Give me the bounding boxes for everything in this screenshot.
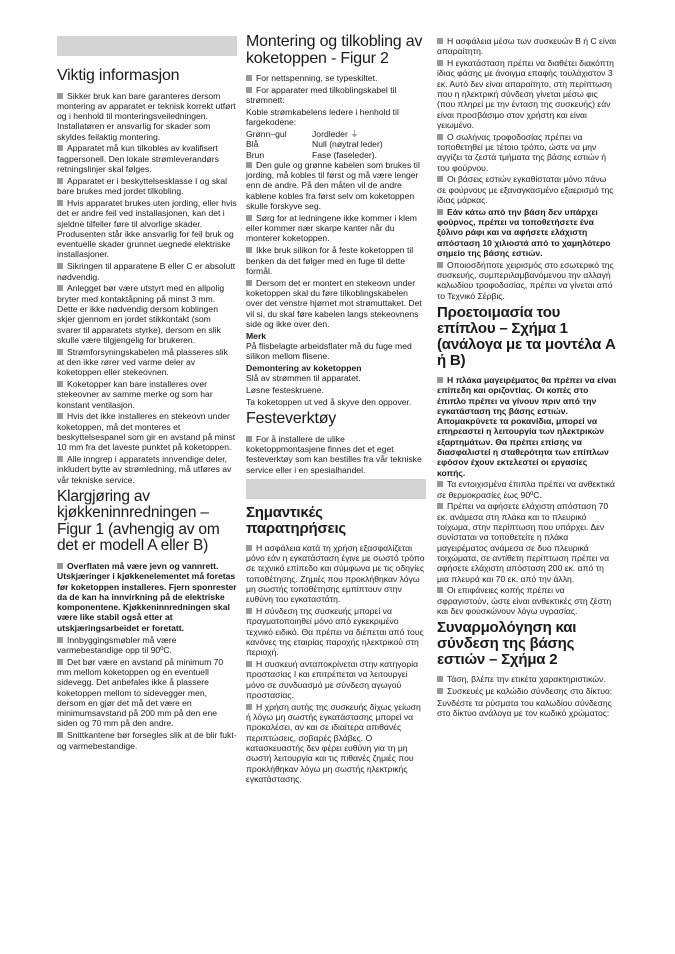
- paragraph: På flisbelagte arbeidsflater må du fuge med silikon mellom flisene.: [246, 340, 412, 362]
- bullet-square-icon: [57, 263, 63, 269]
- paragraph-bold: Η πλάκα μαγειρέματος θα πρέπει να είναι επίπεδη και οριζοντίας. Οι κοπές στο έπιπλο πρέπει να γίνουν πριν από την εγκατάσταση της βάσης εστιών. Απομακρύνετε τα ροκανίδια, μπορεί να επηρεαστεί η λειτουργία των ηλεκτρικών εξαρτημάτων. Θα πρέπει επίσης να διασφαλιστεί η σταθερότητα των επίπλων εφόσον έχουν εκτελεστεί οι εργασίες κοπής.: [437, 374, 617, 478]
- bullet-square-icon: [246, 704, 252, 710]
- bullet-square-icon: [437, 60, 443, 66]
- bullet-square-icon: [57, 659, 63, 665]
- bullet-square-icon: [437, 503, 443, 509]
- bullet-square-icon: [246, 87, 252, 93]
- paragraph: Τα εντοιχισμένα έπιπλα πρέπει να ανθεκτικά σε θερμοκρασίες έως 90ºC.: [437, 479, 616, 500]
- paragraph: Slå av strømmen til apparatet.: [246, 373, 361, 384]
- paragraph: For nettspenning, se typeskiltet.: [246, 73, 426, 83]
- color-code-table: [246, 129, 426, 160]
- bullet-square-icon: [437, 587, 443, 593]
- paragraph: Οποιοσδήποτε χειρισμός στο εσωτερικό της συσκευής, συμπεριλαμβανόμενου την αλλαγή καλωδίου τροφοδοσίας, πρέπει να γίνεται από το Τεχνικό Σέρβις.: [437, 259, 614, 301]
- paragraph: Η σύνδεση της συσκευής μπορεί να πραγματοποιηθεί μόνο από εγκεκριμένο τεχνικό ειδικό. Θα πρέπει να διέπεται από τους κανόνες της εταιρίας παροχής ηλεκτρικού στη περιοχή.: [246, 606, 424, 658]
- paragraph: Η εγκατάσταση πρέπει να διαθέτει διακόπτη ίδιας φάσης με άνοιγμα επαφής τουλάχιστον 3 εκ. Αυτό δεν είναι απαραίτητο, στη περίπτωση που η ηλεκτρική σύνδεση γίνεται μέσω φις (που πληρεί με την ένταση της συσκευής) εάν είναι προσβάσιμο στον χρήστη και είναι γειωμένο.: [437, 58, 614, 130]
- bullet-square-icon: [437, 262, 443, 268]
- bullet-square-icon: [246, 247, 252, 253]
- column-1: [57, 36, 237, 752]
- paragraph: Koketopper kan bare installeres over stekeovner av samme merke og som har konstant ventilasjon.: [57, 379, 213, 410]
- paragraph: Συνδέστε τα ρύσματα του καλωδίου σύνδεσης στο δίκτυο ανάλογα με τον κωδικό χρώματος:: [437, 697, 612, 719]
- heading-viktig-informasjon: Viktig informasjon: [57, 67, 180, 84]
- bullet-square-icon: [57, 200, 63, 206]
- paragraph: Apparatet må kun tilkobles av kvalifisert fagpersonell. Den lokale strømleverandørs retningslinjer skal følges.: [57, 143, 219, 175]
- bullet-square-icon: [437, 377, 443, 383]
- paragraph: Sørg for at ledningene ikke kommer i klem eller kommer nær skarpe kanter når du monterer koketoppen.: [246, 212, 417, 244]
- bullet-square-icon: [437, 38, 443, 44]
- paragraph: Dersom det er montert en stekeovn under koketoppen skal du føre tilkoblingskabelen over det venstre hjørnet mot strømuttaket. Det vil si, du skal føre kabelen langs stekeovnens side og ikke over den.: [246, 277, 422, 329]
- label-demontering: Demontering av koketoppen: [246, 363, 362, 374]
- paragraph: Snittkantene bør forsegles slik at de blir fukt- og varmebestandige.: [57, 730, 237, 751]
- bullet-square-icon: [437, 134, 443, 140]
- wire-function: Fase (faseleder).: [312, 149, 377, 160]
- paragraph: Ikke bruk silikon for å feste koketoppen til benken da det følger med en fuge til dette formål.: [246, 245, 414, 276]
- wire-color: Grønn–gul: [246, 128, 287, 139]
- heading-montering: Montering og tilkobling av koketoppen - Figur 2: [246, 33, 423, 67]
- bullet-square-icon: [57, 381, 63, 387]
- paragraph: Løsne festeskruene.: [246, 385, 324, 396]
- bullet-square-icon: [246, 661, 252, 667]
- column-3: [437, 36, 617, 720]
- bullet-square-icon: [437, 688, 443, 694]
- wire-color: Blå: [246, 139, 259, 150]
- bullet-square-icon: [246, 608, 252, 614]
- bullet-square-icon: [246, 75, 252, 81]
- paragraph: Οι επιφάνειες κοπής πρέπει να σφραγιστούν, ώστε είναι ανθεκτικές στη ζέστη και δεν φουσκώνουν λόγω υγρασίας.: [437, 585, 612, 616]
- paragraph: Hvis det ikke installeres en stekeovn under koketoppen, må det monteres et beskyttelsespanel som gir en avstand på minst 10 mm fra det laveste punktet på koketoppen.: [57, 411, 236, 453]
- bullet-square-icon: [57, 413, 63, 419]
- bullet-square-icon: [246, 436, 252, 442]
- wire-color: Brun: [246, 149, 265, 160]
- paragraph: Sikringen til apparatene B eller C er absolutt nødvendig.: [57, 261, 236, 282]
- bullet-square-icon: [437, 676, 443, 682]
- bullet-square-icon: [437, 209, 443, 215]
- bullet-square-icon: [246, 215, 252, 221]
- heading-klargjoring: Klargjøring av kjøkkeninnredningen – Figur 1 (avhengig av om det er modell A eller B): [57, 487, 220, 555]
- paragraph: Η ασφάλεια κατά τη χρήση εξασφαλίζεται μόνο εάν η εγκατάσταση έγινε με σωστό τρόπο σε τεχνικό επίπεδο και σύμφωνα με τις οδηγίες τοποθέτησης. Ζημιές που προκλήθηκαν λόγω μη σωστής τοποθέτησης εμπίπτουν στην ευθύνη του εγκαταστάτη.: [246, 542, 425, 605]
- paragraph: Koble strømkabelens ledere i henhold til fargekodene:: [246, 106, 399, 128]
- paragraph: Πρέπει να αφήσετε ελάχιστη απόσταση 70 εκ. ανάμεσα στη πλάκα και το πλευρικό τοίχωμα, στην περίπτωση που υπάρχει. Δεν συνίσταται να τοποθετείτε η πλάκα μαγειρέματος ανάμεσα σε δυο πλευρικά τοιχώματα, σε αντίθετη περίπτωση πρέπει να αφήσετε ελάχιστη απόσταση 200 εκ. από τη μια πλευρά και 70 εκ. από την άλλη.: [437, 501, 610, 584]
- paragraph: For apparater med tilkoblingskabel til strømnett:: [246, 84, 397, 106]
- paragraph: Τάση, βλέπε την ετικέτα χαρακτηριστικών.: [437, 674, 617, 684]
- bullet-square-icon: [57, 285, 63, 291]
- paragraph: Η ασφάλεια μέσω των συσκευών B ή C είναι απαραίτητη.: [437, 36, 616, 57]
- paragraph: Η συσκευή ανταποκρίνεται στην κατηγορία προστασίας I και επιτρέπεται να λειτουργεί μόνο σε συνδυασμό με σύνδεση αγωγού προστασίας.: [246, 659, 419, 701]
- bullet-square-icon: [246, 280, 252, 286]
- paragraph: Den gule og grønne kabelen som brukes til jording, må kobles til først og må være lenger enn de andre. På den måten vil de andre kablene kobles fra først selv om koketoppen skulle forskyve seg.: [246, 159, 420, 212]
- paragraph: Alle inngrep i apparatets innvendige deler, inkludert bytte av strømledning, må utføres av vår tekniske service.: [57, 454, 232, 485]
- heading-synarmologisi: Συναρμολόγηση και σύνδεση της βάσης εστιών – Σχήμα 2: [437, 619, 577, 669]
- bullet-square-icon: [57, 563, 63, 569]
- bullet-square-icon: [437, 481, 443, 487]
- bullet-square-icon: [437, 176, 443, 182]
- heading-proetoimasia: Προετοιμασία του επίπλου – Σχήμα 1 (ανάλογα με τα μοντέλα A ή B): [437, 303, 616, 369]
- paragraph: Συσκευές με καλώδιο σύνδεσης στο δίκτυο:: [437, 686, 617, 696]
- paragraph: Anlegget bør være utstyrt med en allpolig bryter med kontaktåpning på minst 3 mm. Dette er ikke nødvendig dersom koblingen skjer gjennom en jordet stikkontakt (som svarer til apparatets styrke), dersom en slik skulle være tilgjengelig for brukeren.: [57, 283, 225, 345]
- bullet-square-icon: [57, 732, 63, 738]
- label-merk: Merk: [246, 330, 267, 341]
- bullet-square-icon: [57, 145, 63, 151]
- bullet-square-icon: [57, 456, 63, 462]
- paragraph: Οι βάσεις εστιών εγκαθίσταται μόνο πάνω σε φούρνους με εξαναγκασμένο εξαερισμό της ίδιας μάρκας.: [437, 174, 614, 205]
- wire-function: Jordleder ⏚: [312, 128, 359, 139]
- paragraph: Innbyggingsmøbler må være varmebestandige opp til 90ºC.: [57, 634, 177, 655]
- bullet-square-icon: [57, 349, 63, 355]
- paragraph: Apparatet er i beskyttelsesklasse I og skal bare brukes med jordet tilkobling.: [57, 175, 228, 197]
- paragraph: For å installere de ulike koketoppmontasjene finnes det et eget festeverktøy som kan bestilles fra vår tekniske service eller i en spesialhandel.: [246, 433, 422, 475]
- heading-festeverktoy: Festeverktøy: [246, 410, 337, 428]
- paragraph-bold: Εάν κάτω από την βάση δεν υπάρχει φούρνος, πρέπει να τοποθετήσετε ένα ξύλινο ράφι και να αφήσετε ελάχιστη απόσταση 10 χιλιοστά από το χαμηλότερο σημείο της βάσης εστιών.: [437, 206, 611, 258]
- wire-function: Null (nøytral leder): [312, 139, 383, 150]
- paragraph: Η χρήση αυτής της συσκευής δίχως γείωση ή λόγω μη σωστής εγκατάστασης μπορεί να προκαλέσει, αν και σε ιδιαίτερα απιθανές περιπτώσεις, σοβαρές βλάβες. Ο κατασκευαστής δεν φέρει ευθύνη για τη μη σωστή λειτουργία και τις πιθανές ζημιές που προκλήθηκαν λόγω μη σωστής ηλεκτρικής εγκατάστασης.: [246, 701, 421, 784]
- bullet-square-icon: [246, 162, 252, 168]
- bullet-square-icon: [57, 93, 63, 99]
- paragraph: Hvis apparatet brukes uten jording, eller hvis det er andre feil ved installasjonen, kan det i sjeldne tilfeller føre til alvorlige skader. Produsenten står ikke ansvarlig for feil bruk og eventuelle skader grunnet uegnede elektriske installasjoner.: [57, 197, 237, 260]
- section-bar: [246, 479, 426, 499]
- bullet-square-icon: [246, 545, 252, 551]
- paragraph-bold: Overflaten må være jevn og vannrett. Utskjæringer i kjøkkenelementet må foretas før koketoppen installeres. Fjern sponrester da de kan ha innvirkning på de elektriske komponentene. Kjøkkeninnredningen skal være like stabil også etter at utskjæringsarbeidet er foretatt.: [57, 560, 237, 633]
- paragraph: Sikker bruk kan bare garanteres dersom montering av apparatet er teknisk korrekt utført og i henhold til monteringsveiledningen. Installatøren er ansvarlig for skader som skyldes feilaktig montering.: [57, 90, 236, 142]
- paragraph: Det bør være en avstand på minimum 70 mm mellom koketoppen og en eventuell sidevegg. Det anbefales ikke å plassere koketoppen mellom to sidevegger men, dersom en gjør det må det være en minimumsavstand på 200 mm på den ene siden og 70 mm på den andre.: [57, 656, 224, 729]
- section-bar: [57, 36, 237, 56]
- column-2: [246, 33, 426, 786]
- paragraph: Strømforsyningskabelen må plasseres slik at den ikke rører ved varme deler av koketoppen eller stekeovnen.: [57, 346, 228, 378]
- paragraph: Ο σωλήνας τροφοδοσίας πρέπει να τοποθετηθεί με τέτοιο τρόπο, ώστε να μην αγγίζει τα ζεστά τμήματα της βάσης εστιών ή του φούρνου.: [437, 131, 607, 173]
- paragraph: Ta koketoppen ut ved å skyve den oppover.: [246, 396, 412, 407]
- heading-simantikes: Σημαντικές παρατηρήσεις: [246, 503, 347, 537]
- bullet-square-icon: [57, 178, 63, 184]
- bullet-square-icon: [57, 637, 63, 643]
